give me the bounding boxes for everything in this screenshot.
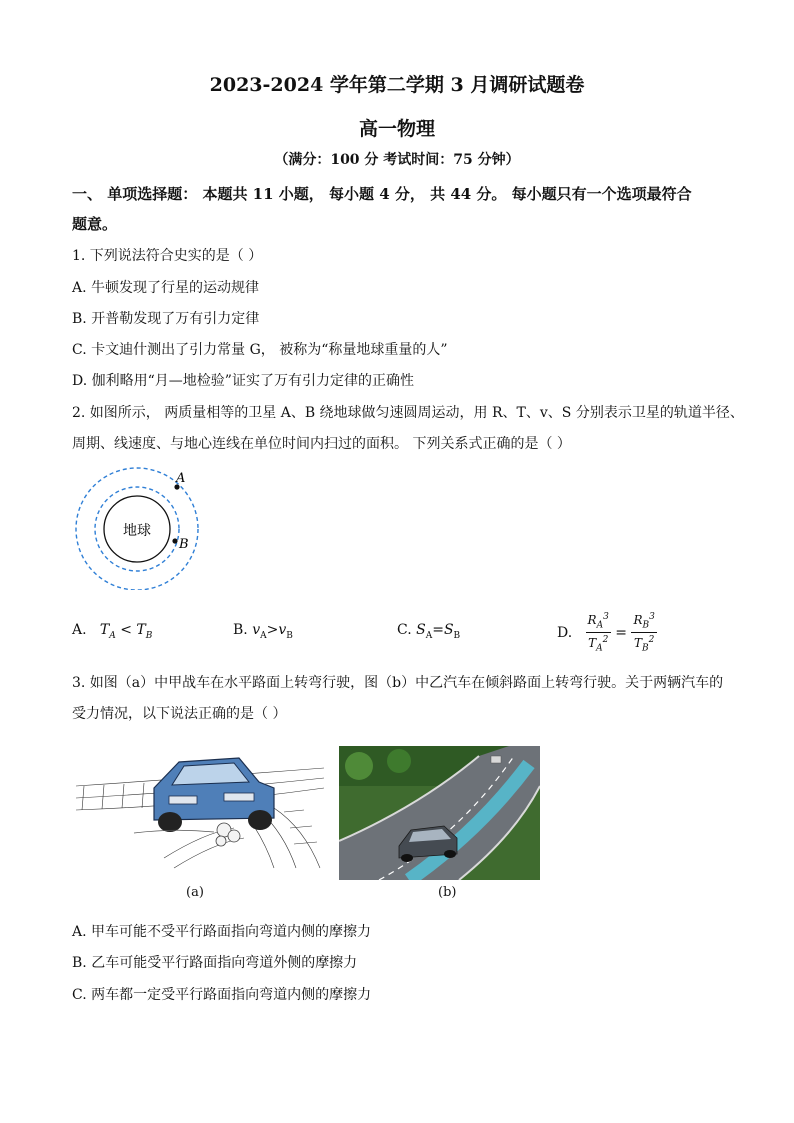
q1-option-d: D. 伽利略用“月—地检验”证实了万有引力定律的正确性 (72, 373, 414, 389)
q2-stem: 2. 如图所示， 两质量相等的卫星 A、B 绕地球做匀速圆周运动，用 R、T、v、S 分别表示卫星的轨道半径、 (72, 405, 744, 421)
q2-option-b: B. $v_A>v_B$ (233, 622, 293, 641)
q3-option-c: C. 两车都一定受平行路面指向弯道内侧的摩擦力 (72, 987, 372, 1003)
exam-subject: 高一物理 (358, 118, 435, 140)
q3-stem-cont: 受力情况，以下说法正确的是（ ） (72, 706, 287, 722)
exam-info: （满分：100 分 考试时间：75 分钟） (274, 152, 520, 168)
figure-b-car-banked-road (339, 746, 540, 880)
figure-a-caption: (a) (186, 885, 204, 900)
orbit-figure (72, 465, 202, 590)
q1-stem: 1. 下列说法符合史实的是（ ） (72, 248, 263, 264)
earth-label: 地球 (123, 523, 151, 539)
q1-option-a: A. 牛顿发现了行星的运动规律 (72, 280, 260, 296)
figure-a-car-flat-road (74, 748, 326, 870)
section-heading: 一、 单项选择题： 本题共 11 小题， 每小题 4 分， 共 44 分。 每小题只有一个选项最符合 (72, 185, 692, 203)
section-heading-cont: 题意。 (72, 215, 118, 233)
q1-option-c: C. 卡文迪什测出了引力常量 G， 被称为“称量地球重量的人” (72, 342, 448, 358)
q3-option-b: B. 乙车可能受平行路面指向弯道外侧的摩擦力 (72, 955, 358, 971)
q2-stem-cont: 周期、线速度、与地心连线在单位时间内扫过的面积。 下列关系式正确的是（ ） (72, 436, 571, 452)
q2-option-d: D. $\frac{R_A^3}{T_A^2}$ = $\frac{R_B^3}{T_B^2}$ (557, 612, 655, 654)
satellite-b (172, 538, 177, 543)
label-b: B (179, 537, 189, 552)
figure-b-caption: (b) (438, 885, 457, 900)
exam-title: 2023-2024 学年第二学期 3 月调研试题卷 (209, 74, 585, 96)
q3-stem: 3. 如图（a）中甲战车在水平路面上转弯行驶，图（b）中乙汽车在倾斜路面上转弯行驶。关于两辆汽车的 (72, 675, 724, 691)
q3-option-a: A. 甲车可能不受平行路面指向弯道内侧的摩擦力 (72, 924, 372, 940)
q2-option-c: C. $S_A=S_B$ (397, 622, 461, 641)
q1-option-b: B. 开普勒发现了万有引力定律 (72, 311, 260, 327)
label-a: A (176, 471, 186, 486)
q2-option-a: A. $T_A < T_B$ (72, 622, 153, 641)
